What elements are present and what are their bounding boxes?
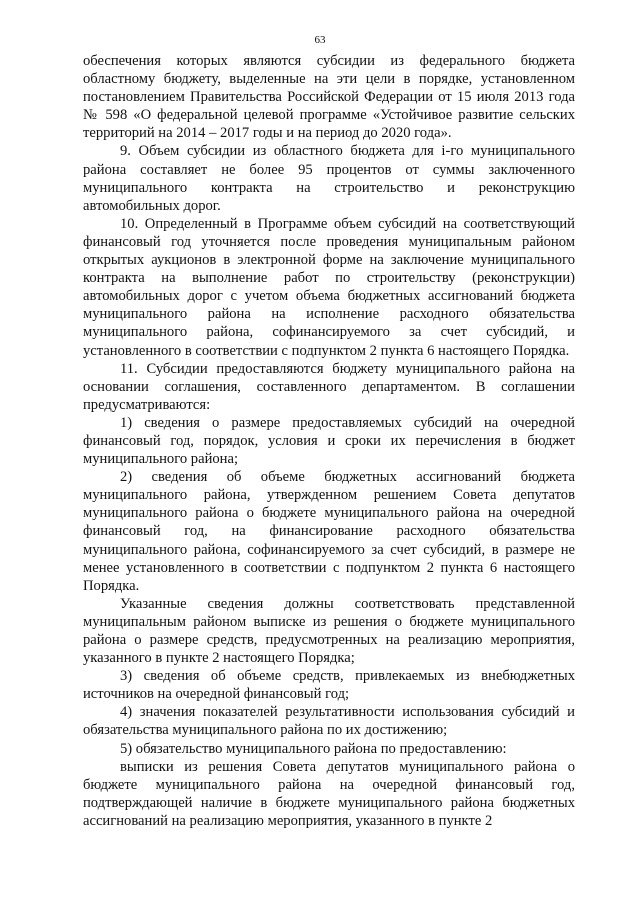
- paragraph-extract-obligation: выписки из решения Совета депутатов муниципального района о бюджете муниципального района на очередной финансовый год, подтверждающей наличие в бюджете муниципального района бюджетных ассигнований на реализацию мероприятия, указанного в пункте 2: [83, 758, 575, 829]
- paragraph-item-9: 9. Объем субсидии из областного бюджета для i-го муниципального района составляет не более 95 процентов от суммы заключенного муниципального контракта на строительство и реконструкцию автомобильных дорог.: [83, 143, 575, 214]
- paragraph-subsidy-source: обеспечения которых являются субсидии из федерального бюджета областному бюджету, выделенные на эти цели в порядке, установленном постановлением Правительства Российской Федерации от 15 июля 2013 года № 598 «О федеральной целевой программе «Устойчивое развитие сельских территорий на 2014 – 2017 годы и на период до 2020 года».: [83, 53, 575, 142]
- list-item-4: 4) значения показателей результативности использования субсидий и обязательства муниципального района по их достижению;: [83, 704, 575, 739]
- paragraph-item-11: 11. Субсидии предоставляются бюджету муниципального района на основании соглашения, составленного департаментом. В соглашении предусматриваются:: [83, 360, 575, 413]
- list-item-1: 1) сведения о размере предоставляемых субсидий на очередной финансовый год, порядок, условия и сроки их перечисления в бюджет муниципального района;: [83, 414, 575, 468]
- paragraph-item-10: 10. Определенный в Программе объем субсидий на соответствующий финансовый год уточняется после проведения муниципальным районом открытых аукционов в электронной форме на заключение муниципального контракта на выполнение работ по строительству (реконструкции) автомобильных дорог с учетом объема бюджетных ассигнований бюджета муниципального района на исполнение расходного обязательства муниципального района, софинансируемого за счет субсидий, и установленного в соответствии с подпунктом 2 пункта 6 настоящего Порядка.: [83, 215, 575, 359]
- document-body: [83, 52, 575, 830]
- list-item-5: 5) обязательство муниципального района по предоставлению:: [120, 740, 507, 757]
- list-item-2: 2) сведения об объеме бюджетных ассигнований бюджета муниципального района, утвержденном решением Совета депутатов муниципального района о бюджете муниципального района на очередной финансовый год, на финансирование расходного обязательства муниципального района, софинансируемого за счет субсидий, в размере не менее установленного в соответствии с подпунктом 2 пункта 6 настоящего Порядка.: [83, 469, 575, 594]
- paragraph-conformity-note: Указанные сведения должны соответствовать представленной муниципальным районом выписке из решения о бюджете муниципального района о размере средств, предусмотренных на реализацию мероприятия, указанного в пункте 2 настоящего Порядка;: [83, 595, 575, 667]
- list-item-3: 3) сведения об объеме средств, привлекаемых из внебюджетных источников на очередной финансовый год;: [83, 668, 575, 703]
- page-number: 63: [314, 34, 326, 46]
